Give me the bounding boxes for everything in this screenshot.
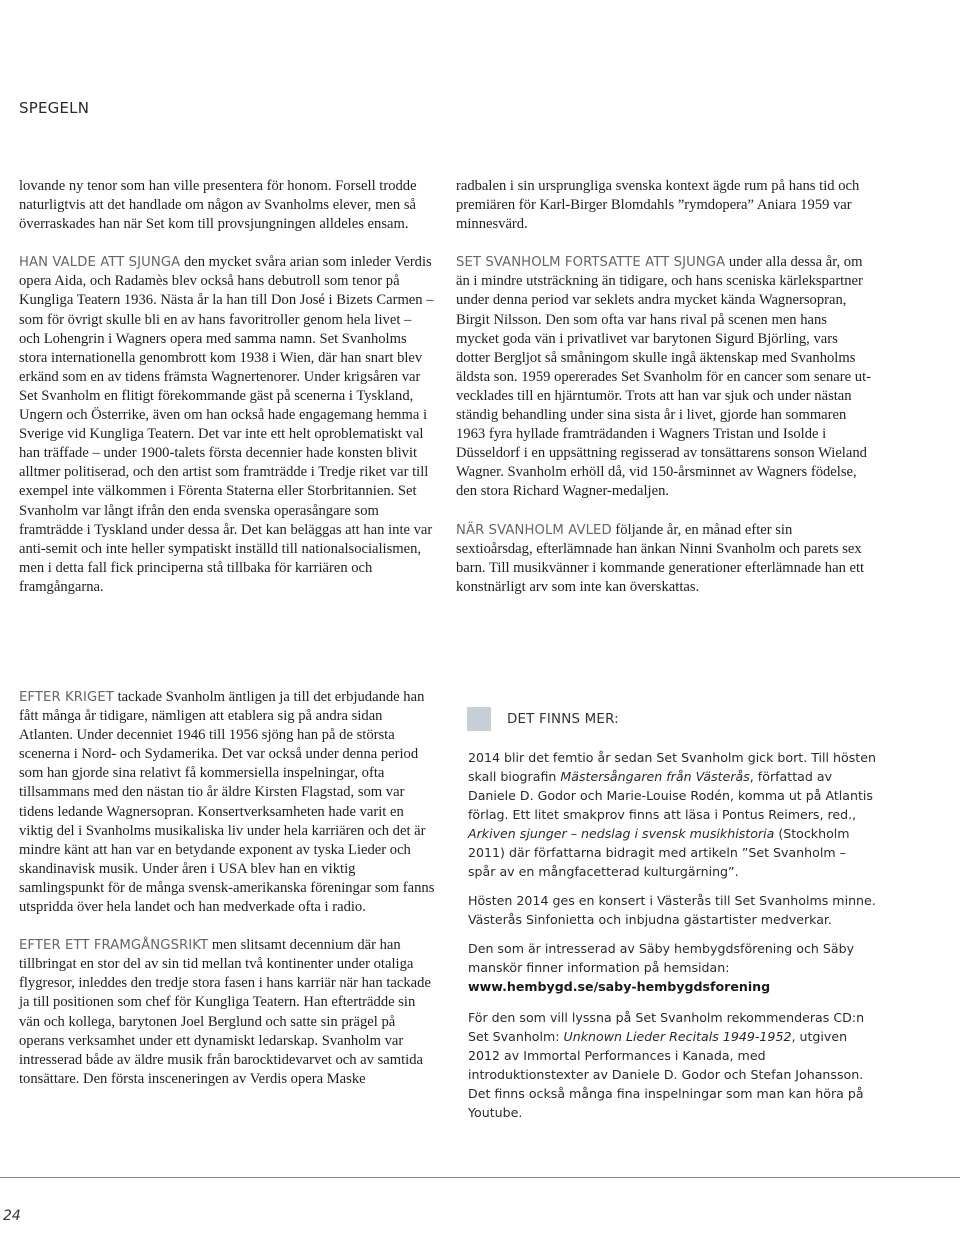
paragraph-lead: EFTER ETT FRAMGÅNGSRIKT <box>19 938 209 954</box>
paragraph-text: radbalen i sin ursprungliga svenska kontext ägde rum på hans tid och premiären för Karl-Birger Blomdahls ”rymdopera” Aniara 1959 var minnesvärd. <box>456 178 860 233</box>
website-link[interactable]: www.hembygd.se/saby-hembygdsforening <box>468 979 771 994</box>
info-text: , utgiven 2012 av Immortal Performances i Kanada, med introduktionstexter av Daniele D. Godor och Stefan Johansson. Det finns också många fina inspelningar som man kan höra på Youtube. <box>468 1029 864 1120</box>
paragraph-text: men slitsamt decennium där han tillbringat en stor del av sin tid mellan två kontinenter under otaliga flygresor, inleddes den tredje stora fasen i hans karriär när han tackade ja till positionen som chef för Kungliga Teatern. Han efterträdde sin vän och kollega, barytonen Joel Berglund och satte sin prägel på operans verksamhet under ett dynamiskt ledarskap. Svanholm var intresserad både av äldre musik från barocktidevarvet och av samtida tonsättare. Den första insceneringen av Verdis opera Maske <box>19 937 431 1087</box>
paragraph <box>19 688 435 917</box>
footer-divider <box>0 1177 960 1178</box>
paragraph <box>19 177 435 234</box>
paragraph <box>19 253 435 597</box>
article-column-left-top <box>19 177 435 597</box>
info-box-header <box>456 706 876 732</box>
paragraph-lead: NÄR SVANHOLM AVLED <box>456 522 612 538</box>
paragraph-text: följande år, en månad efter sin sextioårsdag, efterlämnade han änkan Ninni Svanholm och parets sex barn. Till musikvänner i kommande generationer efterlämnade han ett konstnärligt arv som inte kan överskattas. <box>456 521 865 595</box>
book-title: Arkiven sjunger – nedslag i svensk musikhistoria <box>468 826 775 841</box>
section-label: SPEGELN <box>19 99 90 117</box>
paragraph <box>456 177 872 234</box>
info-text: (Stockholm 2011) där författarna bidragit med artikeln ”Set Svanholm – spår av en mångfacetterad kulturgärning”. <box>468 826 850 879</box>
paragraph-lead: HAN VALDE ATT SJUNGA <box>19 255 181 271</box>
info-box-title: DET FINNS MER: <box>507 711 619 727</box>
info-text: , författad av Daniele D. Godor och Marie-Louise Rodén, komma ut på Atlantis förlag. Ett litet smakprov finns att läsa i Pontus Reimers, red., <box>468 769 873 822</box>
paragraph-text: tackade Svanholm äntligen ja till det erbjudande han fått många år tidigare, nämligen att etablera sig på andra sidan Atlanten. Under decenniet 1946 till 1956 sjöng han på de största scenerna i Nord- och Sydamerika. Det var också under denna period som han gjorde sina relativt få kommersiella inspelningar, ofta tillsammans med den nästan tio år äldre Kirsten Flagstad, som var tidens ledande Wagnersopran. Konsertverksamheten hade varit en viktig del i Svanholms musikaliska liv under hela karriären och det är mindre känt att han var en betydande exponent av tyska Lieder och skandinavisk musik. Under åren i USA blev han en viktig samlingspunkt för de många svensk-amerikanska föreningar som fanns utspridda över hela landet och han medverkade ofta i radio. <box>19 689 435 916</box>
paragraph-lead: SET SVANHOLM FORTSATTE ATT SJUNGA <box>456 255 726 271</box>
square-marker-icon <box>467 707 491 731</box>
book-title: Mästersångaren från Västerås <box>560 769 750 784</box>
info-paragraph <box>468 748 876 881</box>
article-column-right-top <box>456 177 872 597</box>
info-box <box>456 706 876 1132</box>
info-paragraph <box>468 939 876 996</box>
paragraph-text: under alla dessa år, om än i mindre utsträckning än tidigare, och hans sceniska kärlekspartner under denna period var seklets andra mycket kända Wagnersopran, Birgit Nilsson. Den som ofta var hans rival på scenen men hans mycket goda vän i privatlivet var barytonen Sigurd Björling, vars dotter Bergljot så småningom skulle ingå äktenskap med Svanholms äldsta son. 1959 opererades Set Svanholm för en cancer som senare utvecklades till en hjärntumör. Trots att han var sjuk och under nästan ständig behandling under sina sista år i livet, gjorde han sommaren 1963 fyra hyllade framträdanden i Wagners Tristan und Isolde i Düsseldorf i en uppsättning regisserad av tonsättarens sonson Wieland Wagner. Svanholm erhöll då, vid 150-årsminnet av Wagners födelse, den stora Richard Wagner-medaljen. <box>456 254 871 500</box>
paragraph-text: lovande ny tenor som han ville presentera för honom. Forsell trodde naturligtvis att det handlade om någon av Svanholms elever, men så överraskades han när Set kom till provsjungningen alldeles ensam. <box>19 178 417 233</box>
info-paragraph <box>468 1008 876 1122</box>
article-column-left-bottom <box>19 688 435 1089</box>
info-paragraph: Hösten 2014 ges en konsert i Västerås till Set Svanholms minne. Västerås Sinfonietta och inbjudna gästartister medverkar. <box>468 893 876 927</box>
page-number: 24 <box>3 1208 21 1224</box>
paragraph-text: den mycket svåra arian som inleder Verdis opera Aida, och Radamès blev också hans debutroll som tenor på Kungliga Teatern 1936. Nästa år la han till Don José i Bizets Carmen – som för övrigt skulle bli en av hans favoritroller genom hela livet – och Lohengrin i Wagners opera med samma namn. Set Svanholms stora internationella genombrott kom 1938 i Wien, där han snart blev erkänd som en av tidens främsta Wagnertenorer. Under krigsåren var Set Svanholm en flitigt förekommande gäst på scenerna i Tyskland, Ungern och Österrike, även om han också hade engagemang hemma i Sverige vid Kungliga Teatern. Det var inte ett helt oproblematiskt val han träffade – under 1900-talets första decennier hade konsten blivit alltmer politiserad, och den artist som framträdde i Tredje riket var till exempel inte välkommen i Förenta Staterna eller Storbritannien. Set Svanholm var långt ifrån den enda svenska operasångare som framträdde i Tyskland under dessa år. Det kan beläggas att han inte var anti-semit och inte heller sympatiskt inställd till nationalsocialismen, men i detta fall fick principerna stå tillbaka för karriären och framgångarna. <box>19 254 434 595</box>
info-text: Den som är intresserad av Säby hembygdsförening och Säby manskör finner information på hemsidan: <box>468 941 855 975</box>
paragraph-lead: EFTER KRIGET <box>19 690 114 705</box>
paragraph <box>19 936 435 1089</box>
info-text: För den som vill lyssna på Set Svanholm rekommenderas CD:n Set Svanholm: <box>468 1010 865 1044</box>
info-text: 2014 blir det femtio år sedan Set Svanholm gick bort. Till hösten skall biografin <box>468 750 876 784</box>
album-title: Unknown Lieder Recitals 1949-1952 <box>563 1029 792 1044</box>
paragraph <box>456 253 872 501</box>
paragraph <box>456 521 872 597</box>
